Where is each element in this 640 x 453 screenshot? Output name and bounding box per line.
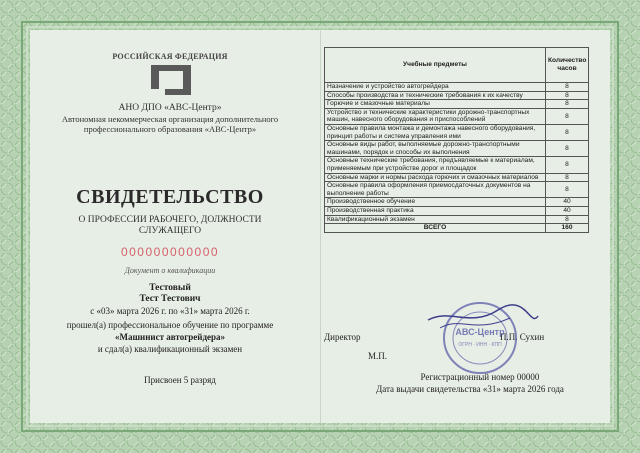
subject-cell: Способы производства и технические требования к их качеству bbox=[325, 91, 546, 100]
hours-cell: 40 bbox=[546, 206, 589, 215]
hours-cell: 8 bbox=[546, 173, 589, 182]
subject-cell: Основные виды работ, выполняемые дорожно-транспортными машинами, порядок и способы их выполнения bbox=[325, 141, 546, 157]
registration-number: Регистрационный номер 00000 bbox=[420, 372, 540, 382]
total-hours: 160 bbox=[546, 224, 589, 233]
total-row bbox=[325, 224, 589, 233]
table-header-row bbox=[325, 48, 589, 83]
table-row bbox=[325, 91, 589, 100]
organization-full-name: Автономная некоммерческая организация дополнительного профессионального образования «АВС-Центр» bbox=[61, 114, 279, 134]
table-row bbox=[325, 198, 589, 207]
hours-cell: 8 bbox=[546, 108, 589, 124]
seal-place-label: М.П. bbox=[368, 351, 388, 361]
table-row bbox=[325, 100, 589, 109]
total-label: ВСЕГО bbox=[325, 224, 546, 233]
table-row bbox=[325, 141, 589, 157]
document-number: 000000000000 bbox=[120, 245, 220, 259]
director-name: П.П. Сухин bbox=[500, 332, 545, 342]
subject-cell: Назначение и устройство автогрейдера bbox=[325, 83, 546, 92]
issue-date: Дата выдачи свидетельства «31» марта 2026 года bbox=[376, 384, 564, 394]
subject-cell: Квалификационный экзамен bbox=[325, 215, 546, 224]
subject-cell: Основные технические требования, предъявляемые к материалам, применяемым при устройстве дорог и площадок bbox=[325, 157, 546, 173]
table-row bbox=[325, 157, 589, 173]
exam-statement: и сдал(а) квалификационный экзамен bbox=[97, 344, 243, 354]
document-title: СВИДЕТЕЛЬСТВО bbox=[76, 186, 264, 208]
table-row bbox=[325, 173, 589, 182]
subject-cell: Основные правила монтажа и демонтажа навесного оборудования, принцип работы и система управления ими bbox=[325, 124, 546, 140]
table-row bbox=[325, 108, 589, 124]
organization-short-name: АНО ДПО «АВС-Центр» bbox=[118, 103, 222, 113]
table-row bbox=[325, 124, 589, 140]
table-row bbox=[325, 83, 589, 92]
subject-cell: Устройство и технические характеристики дорожно-транспортных машин, навесного оборудования и приспособлений bbox=[325, 108, 546, 124]
subject-cell: Производственное обучение bbox=[325, 198, 546, 207]
subject-cell: Производственная практика bbox=[325, 206, 546, 215]
round-seal bbox=[420, 298, 540, 378]
subjects-table bbox=[324, 47, 589, 233]
hours-cell: 8 bbox=[546, 124, 589, 140]
assigned-rank: Присвоен 5 разряд bbox=[144, 375, 216, 385]
holder-surname: Тестовый bbox=[149, 283, 191, 293]
column-header-subject: Учебные предметы bbox=[325, 48, 546, 83]
column-header-hours: Количество часов bbox=[546, 48, 589, 83]
hours-cell: 8 bbox=[546, 182, 589, 198]
program-name: «Машинист автогрейдера» bbox=[114, 332, 226, 342]
svg-text:ОГРН · ИНН · КПП: ОГРН · ИНН · КПП bbox=[458, 342, 502, 348]
hours-cell: 8 bbox=[546, 141, 589, 157]
holder-name: Тест Тестович bbox=[139, 294, 201, 304]
center-fold bbox=[320, 30, 321, 423]
hours-cell: 8 bbox=[546, 91, 589, 100]
subject-cell: Основные марки и нормы расхода горючих и смазочных материалов bbox=[325, 173, 546, 182]
table-row bbox=[325, 182, 589, 198]
country-label: РОССИЙСКАЯ ФЕДЕРАЦИЯ bbox=[112, 52, 228, 61]
study-dates: с «03» марта 2026 г. по «31» марта 2026 г. bbox=[90, 306, 250, 316]
hours-cell: 8 bbox=[546, 83, 589, 92]
hours-cell: 40 bbox=[546, 198, 589, 207]
completion-statement: прошел(а) профессиональное обучение по программе bbox=[66, 320, 274, 330]
subject-cell: Основные правила оформления приемосдаточных документов на выполнение работы bbox=[325, 182, 546, 198]
table-row bbox=[325, 215, 589, 224]
document-kind: Документ о квалификации bbox=[124, 266, 216, 275]
subject-cell: Горючие и смазочные материалы bbox=[325, 100, 546, 109]
document-subtitle: О ПРОФЕССИИ РАБОЧЕГО, ДОЛЖНОСТИ СЛУЖАЩЕГО bbox=[78, 215, 262, 236]
hours-cell: 8 bbox=[546, 215, 589, 224]
table-row bbox=[325, 206, 589, 215]
director-label: Директор bbox=[324, 332, 361, 342]
hours-cell: 8 bbox=[546, 157, 589, 173]
hours-cell: 8 bbox=[546, 100, 589, 109]
svg-text:АВС-Центр: АВС-Центр bbox=[455, 327, 505, 337]
organization-logo bbox=[147, 63, 195, 99]
